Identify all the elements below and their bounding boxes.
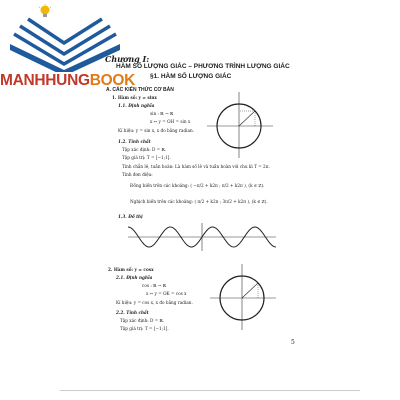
sin-decreasing: Nghịch biến trên các khoảng: ( π/2 + k2π ; 3π/2 + k2π ), (k ∈ ℤ). xyxy=(130,199,268,204)
sin-range: Tập giá trị: T = [−1;1]. xyxy=(122,155,171,160)
sin-monotonic: Tính đơn điệu: xyxy=(122,172,153,177)
sin-graph-label: 1.3. Đồ thị xyxy=(118,214,143,219)
chapter-title: HÀM SỐ LƯỢNG GIÁC – PHƯƠNG TRÌNH LƯỢNG GIÁC xyxy=(116,63,290,70)
page-number: 5 xyxy=(291,339,295,346)
sin-domain: Tập xác định: D = ℝ. xyxy=(122,147,167,152)
cos-map-2: x ↦ y = OK = cos x xyxy=(146,291,187,296)
cos-def-label: 2.1. Định nghĩa xyxy=(116,275,153,280)
sin-notation: Kí hiệu: y = sin x, x đo bằng radian. xyxy=(118,128,194,133)
brand-part1: MANHHUNG xyxy=(0,72,90,89)
section-title: §1. HÀM SỐ LƯỢNG GIÁC xyxy=(150,73,232,80)
sin-map-2: x ↦ y = OH = sin x xyxy=(150,119,191,124)
sin-prop-label: 1.2. Tính chất xyxy=(118,139,151,144)
cos-map-1: cos : ℝ → ℝ xyxy=(142,283,167,288)
sin-heading: 1. Hàm số: y = sinx xyxy=(112,95,157,100)
cos-prop-label: 2.2. Tính chất xyxy=(116,310,149,315)
chapter-heading: Chương I: xyxy=(105,54,150,64)
brand-part2: BOOK xyxy=(89,72,136,89)
cos-unit-circle xyxy=(208,262,278,332)
cos-range: Tập giá trị: T = [−1;1]. xyxy=(120,326,169,331)
cos-notation: Kí hiệu: y = cos x, x đo bằng radian. xyxy=(116,300,193,305)
sin-graph xyxy=(128,222,278,252)
sin-unit-circle xyxy=(205,90,275,160)
sin-map-1: sin : ℝ → ℝ xyxy=(150,111,174,116)
sin-parity: Tính chẵn lẻ, tuần hoàn: Là hàm số lẻ và tuần hoàn với chu kì T = 2π. xyxy=(122,164,270,169)
sin-def-label: 1.1. Định nghĩa xyxy=(118,103,155,108)
cos-heading: 2. Hàm số: y = cosx xyxy=(108,267,154,272)
sin-increasing: Đồng biến trên các khoảng: ( −π/2 + k2π ; π/2 + k2π ), (k ∈ ℤ). xyxy=(130,183,265,188)
page-divider xyxy=(60,390,360,391)
cos-domain: Tập xác định: D = ℝ. xyxy=(120,318,165,323)
part-a-heading: A. CÁC KIẾN THỨC CƠ BẢN xyxy=(106,87,174,93)
